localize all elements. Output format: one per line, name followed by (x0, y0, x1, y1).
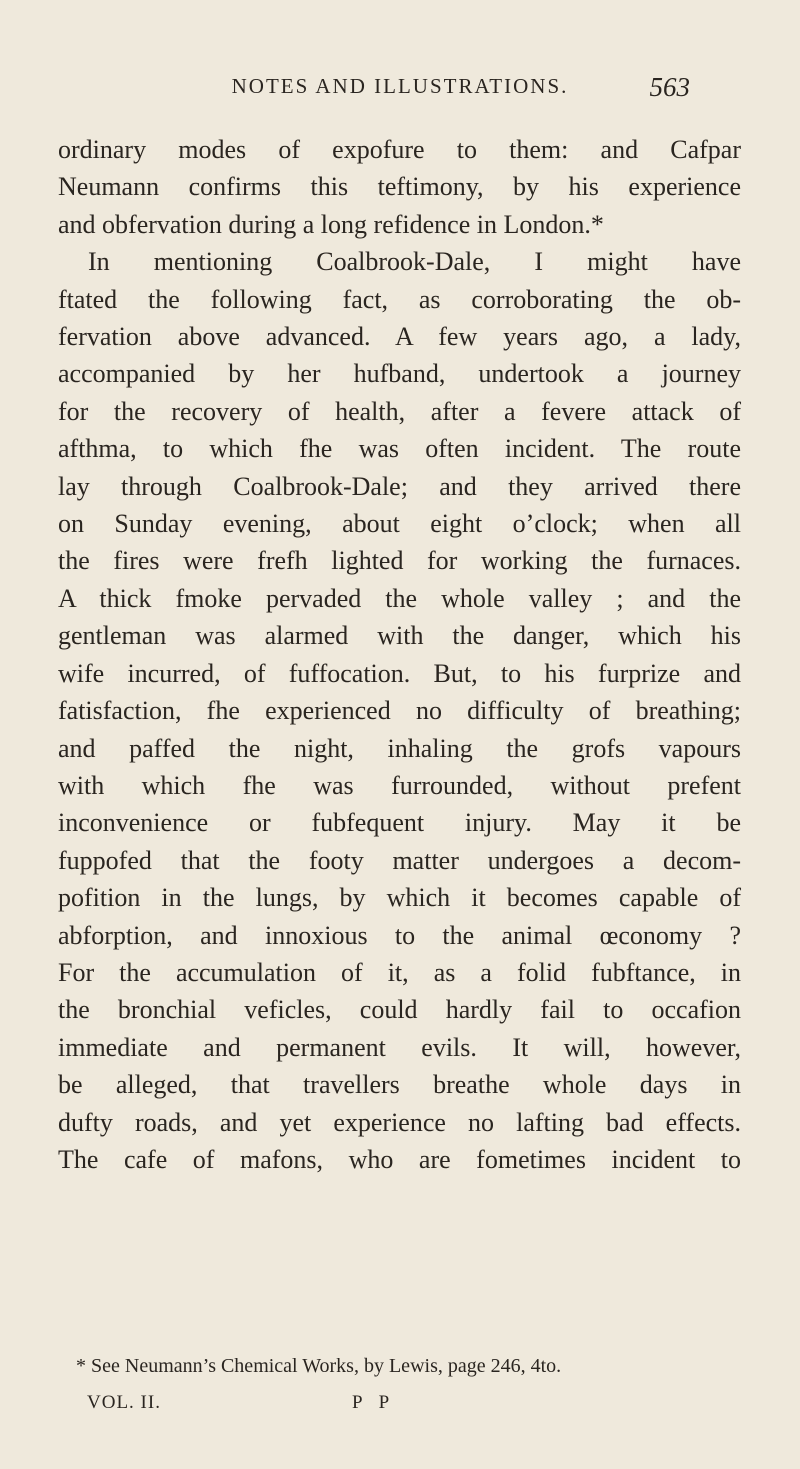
text-line: and paffed the night, inhaling the grofs vapours (58, 733, 741, 763)
page-number: 563 (649, 72, 690, 102)
body-text (58, 131, 741, 1178)
text-line: In mentioning Coalbrook-Dale, I might have (88, 247, 741, 277)
text-line: A thick fmoke pervaded the whole valley ; and the (58, 583, 741, 613)
text-line: for the recovery of health, after a fevere attack of (58, 396, 741, 426)
text-line: with which fhe was furrounded, without prefent (58, 770, 741, 800)
text-line: gentleman was alarmed with the danger, which his (58, 621, 741, 651)
text-line: fuppofed that the footy matter undergoes a decom- (58, 845, 741, 875)
text-line: dufty roads, and yet experience no lafting bad effects. (58, 1107, 741, 1137)
text-line: the fires were frefh lighted for working the furnaces. (58, 546, 741, 576)
text-line: ordinary modes of expofure to them: and Cafpar (58, 135, 741, 164)
text-line: ftated the following fact, as corroborating the ob- (58, 284, 741, 314)
text-line: the bronchial veficles, could hardly fail to occafion (58, 995, 741, 1025)
text-line: fervation above advanced. A few years ago, a lady, (58, 322, 741, 352)
text-line: accompanied by her hufband, undertook a journey (58, 359, 741, 389)
text-line: Neumann confirms this teftimony, by his experience (58, 172, 741, 202)
text-line: be alleged, that travellers breathe whole days in (58, 1070, 741, 1100)
text-line: wife incurred, of fuffocation. But, to his furprize and (58, 658, 741, 688)
text-line: pofition in the lungs, by which it becomes capable of (58, 883, 741, 913)
text-line: The cafe of mafons, who are fometimes incident to (58, 1144, 741, 1174)
text-line: immediate and permanent evils. It will, however, (58, 1032, 741, 1062)
text-line: inconvenience or fubfequent injury. May it be (58, 808, 741, 838)
signature-mark: P P (352, 1392, 396, 1413)
text-line: For the accumulation of it, as a folid fubftance, in (58, 957, 741, 987)
text-line: fatisfaction, fhe experienced no difficulty of breathing; (58, 696, 741, 726)
text-line: afthma, to which fhe was often incident. The route (58, 434, 741, 464)
text-line: on Sunday evening, about eight o’clock; when all (58, 509, 741, 539)
text-line: and obfervation during a long refidence in London.* (58, 209, 604, 239)
footnote: * See Neumann’s Chemical Works, by Lewis, page 246, 4to. (76, 1355, 562, 1377)
text-line: abforption, and innoxious to the animal œconomy ? (58, 920, 741, 950)
text-line: lay through Coalbrook-Dale; and they arrived there (58, 471, 741, 501)
signature-line (87, 1392, 395, 1414)
running-title: NOTES AND ILLUSTRATIONS. (231, 74, 569, 98)
volume-label: VOL. II. (87, 1392, 161, 1413)
